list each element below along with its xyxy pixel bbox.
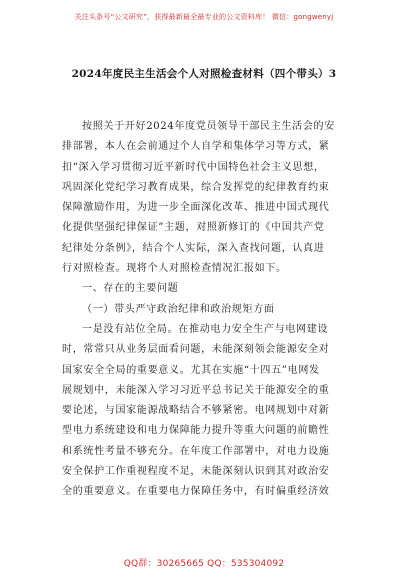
paragraph-line: 型电力系统建设和电力保障能力提升等重大问题的前瞻性: [62, 425, 330, 437]
paragraph-line: 行对照检查。现将个人对照检查情况汇报如下。: [62, 263, 287, 275]
paragraph-line: 化提供坚强纪律保证”主题，对照新修订的《中国共产党: [62, 222, 325, 234]
footer-contact: QQ群：30265665 QQ：535304092: [123, 559, 285, 569]
paragraph-line: 安全保护工作重视程度不足，未能深刻认识到其对政治安: [62, 466, 330, 478]
document-title: 2024年度民主生活会个人对照检查材料（四个带头）3: [71, 68, 337, 80]
paragraph-line: 国家安全全局的重要意义。尤其在实施“十四五”电网发: [62, 364, 320, 376]
paragraph-line: 全的重要意义。在重要电力保障任务中，有时偏重经济效: [62, 486, 330, 498]
paragraph-line: 展规划中，未能深入学习习近平总书记关于能源安全的重: [62, 384, 330, 396]
paragraph-line: 按照关于开好2024年度党员领导干部民主生活会的安: [82, 121, 335, 132]
header-notice: 关注头条号“公文研究”，获得最新最全最专业的公文资料库！ 微信：gongwenyj: [74, 13, 334, 21]
paragraph-line: 纪律处分条例》，结合个人实际，深入查找问题，认真进: [62, 242, 325, 254]
paragraph-line: 扣“深入学习贯彻习近平新时代中国特色社会主义思想，: [62, 161, 325, 173]
paragraph-line: 和系统性考量不够充分。在年度工作部署中，对电力设施: [62, 445, 330, 457]
paragraph-line: 排部署，本人在会前通过个人自学和集体学习等方式，紧: [62, 141, 330, 153]
paragraph-line: 巩固深化党纪学习教育成果，综合发挥党的纪律教育约束: [62, 181, 330, 193]
paragraph-line: 保障激励作用，为进一步全面深化改革、推进中国式现代: [62, 202, 330, 214]
paragraph-line: 要论述，与国家能源战略结合不够紧密。电网规划中对新: [62, 405, 330, 417]
document-body: [62, 117, 352, 503]
paragraph-line: 时，常常只从业务层面看问题，未能深刻领会能源安全对: [62, 344, 330, 356]
section-heading: 一、存在的主要问题: [82, 283, 179, 295]
paragraph-line: 一是没有站位全局。在推动电力安全生产与电网建设: [82, 323, 329, 335]
subsection-heading: （一）带头严守政治纪律和政治规矩方面: [82, 303, 275, 315]
